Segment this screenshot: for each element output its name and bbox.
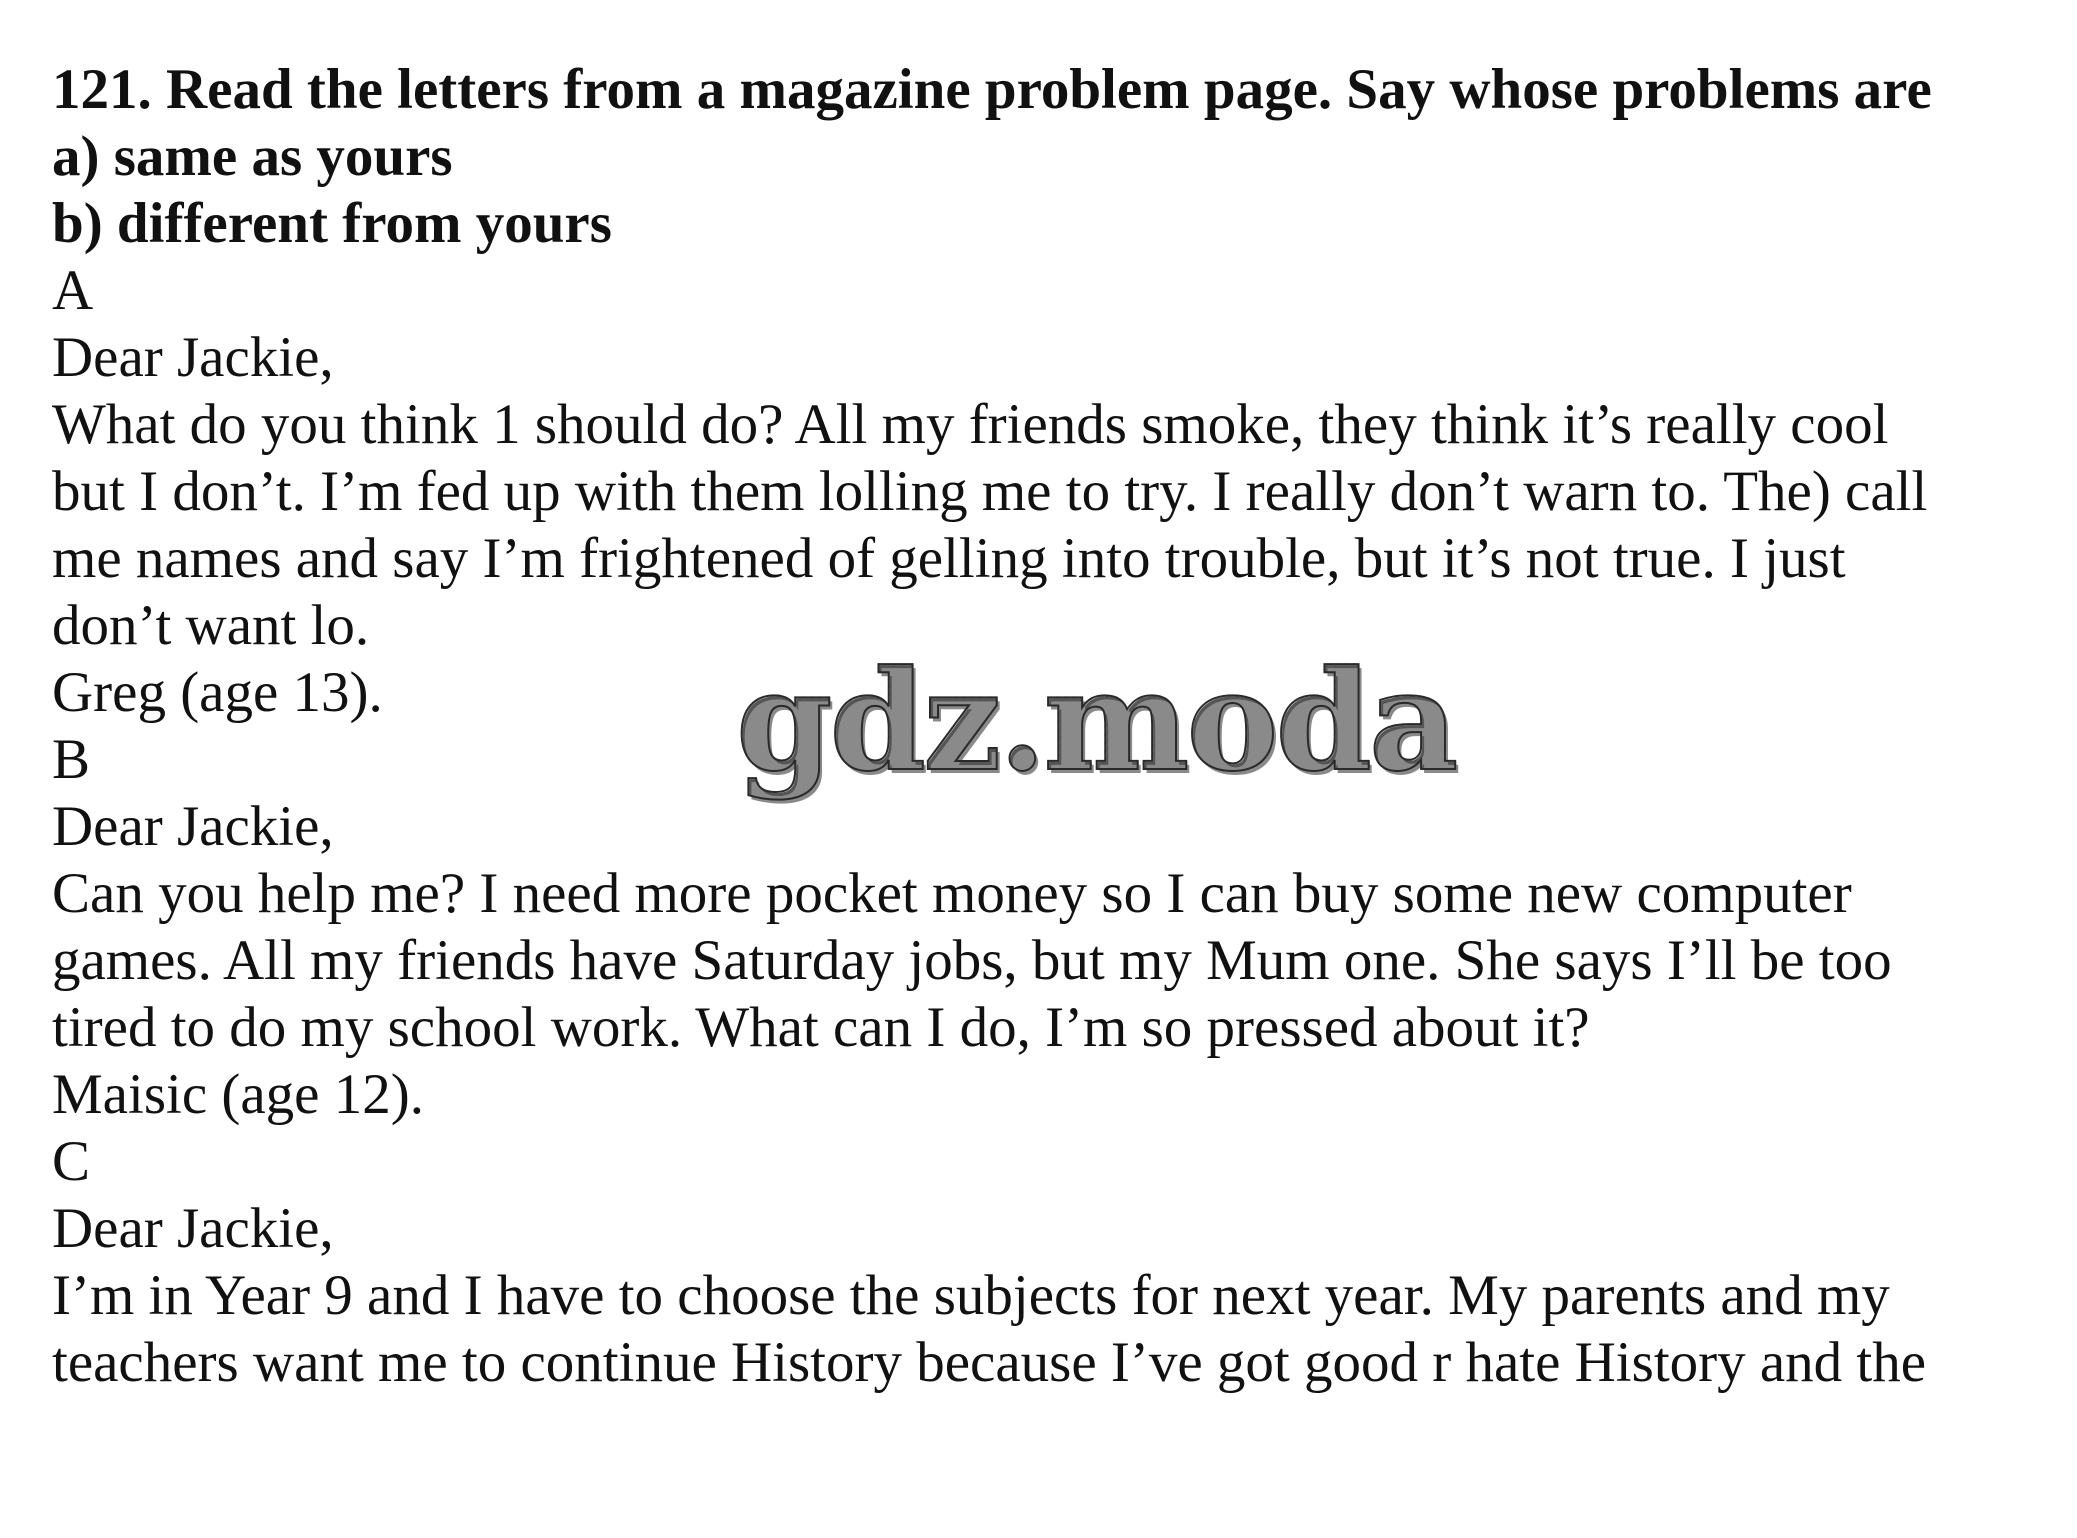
watermark-logo: gdz.moda xyxy=(736,639,1456,802)
letter-a-line: What do you think 1 should do? All my friends smoke, they think it’s really cool xyxy=(52,393,1889,456)
letter-a-greeting: Dear Jackie, xyxy=(52,326,334,389)
letter-a-label: A xyxy=(52,259,94,322)
letter-b-greeting: Dear Jackie, xyxy=(52,795,334,858)
option-a: a) same as yours xyxy=(52,125,453,188)
letter-b-line: tired to do my school work. What can I do, I’m so pressed about it? xyxy=(52,996,1590,1059)
letter-c-label: C xyxy=(52,1130,91,1193)
letter-a-line: but I don’t. I’m fed up with them lolling me to try. I really don’t warn to. The) call xyxy=(52,460,1928,523)
letter-c-line: teachers want me to continue History because I’ve got good r hate History and the xyxy=(52,1331,1927,1394)
letter-a-signature: Greg (age 13). xyxy=(52,661,383,724)
letter-b-line: games. All my friends have Saturday jobs, but my Mum one. She says I’ll be too xyxy=(52,929,1892,992)
letter-c-greeting: Dear Jackie, xyxy=(52,1197,334,1260)
letter-c-line: I’m in Year 9 and I have to choose the subjects for next year. My parents and my xyxy=(52,1264,1890,1327)
option-b: b) different from yours xyxy=(52,192,612,255)
letter-b-signature: Maisic (age 12). xyxy=(52,1063,424,1126)
letter-a-line: don’t want lo. xyxy=(52,594,370,657)
letter-a-line: me names and say I’m frightened of gelling into trouble, but it’s not true. I just xyxy=(52,527,1846,590)
letter-b-label: B xyxy=(52,728,91,791)
exercise-heading: 121. Read the letters from a magazine problem page. Say whose problems are xyxy=(52,58,1932,121)
letter-b-line: Can you help me? I need more pocket money so I can buy some new computer xyxy=(52,862,1852,925)
